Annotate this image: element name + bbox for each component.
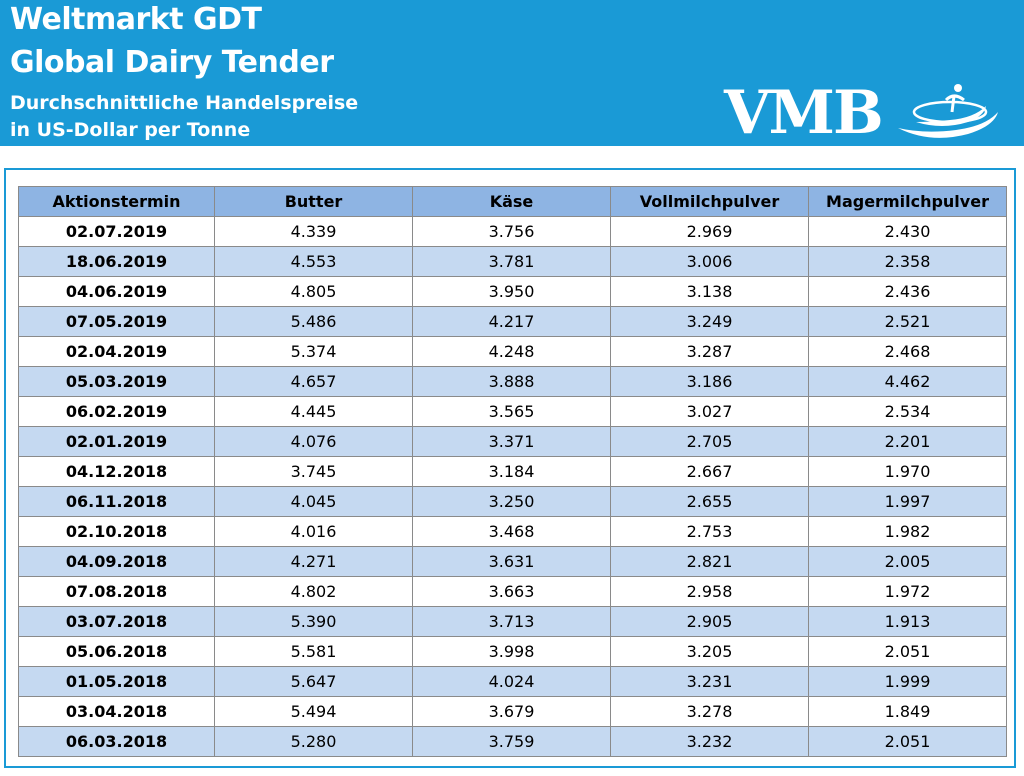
- magermilchpulver-cell: 1.999: [809, 667, 1007, 697]
- date-cell: 07.05.2019: [19, 307, 215, 337]
- magermilchpulver-cell: 1.997: [809, 487, 1007, 517]
- butter-cell: 5.486: [215, 307, 413, 337]
- kaese-cell: 3.631: [413, 547, 611, 577]
- butter-cell: 5.390: [215, 607, 413, 637]
- table-row: [19, 307, 1007, 337]
- date-cell: 06.02.2019: [19, 397, 215, 427]
- kaese-cell: 3.759: [413, 727, 611, 757]
- kaese-cell: 4.217: [413, 307, 611, 337]
- date-cell: 04.06.2019: [19, 277, 215, 307]
- vollmilchpulver-cell: 3.006: [611, 247, 809, 277]
- table-row: [19, 337, 1007, 367]
- butter-cell: 4.076: [215, 427, 413, 457]
- date-cell: 02.10.2018: [19, 517, 215, 547]
- table-row: [19, 667, 1007, 697]
- magermilchpulver-cell: 2.005: [809, 547, 1007, 577]
- butter-cell: 5.280: [215, 727, 413, 757]
- kaese-cell: 3.998: [413, 637, 611, 667]
- table-row: [19, 217, 1007, 247]
- table-row: [19, 367, 1007, 397]
- butter-cell: 4.553: [215, 247, 413, 277]
- magermilchpulver-cell: 2.436: [809, 277, 1007, 307]
- vollmilchpulver-cell: 2.969: [611, 217, 809, 247]
- kaese-cell: 3.756: [413, 217, 611, 247]
- date-cell: 05.06.2018: [19, 637, 215, 667]
- vollmilchpulver-cell: 3.205: [611, 637, 809, 667]
- date-cell: 07.08.2018: [19, 577, 215, 607]
- date-cell: 06.11.2018: [19, 487, 215, 517]
- date-cell: 03.04.2018: [19, 697, 215, 727]
- table-row: [19, 517, 1007, 547]
- vollmilchpulver-cell: 3.138: [611, 277, 809, 307]
- magermilchpulver-cell: 4.462: [809, 367, 1007, 397]
- swirl-logo-icon: [890, 78, 1010, 148]
- kaese-cell: 3.184: [413, 457, 611, 487]
- table-row: [19, 577, 1007, 607]
- date-cell: 05.03.2019: [19, 367, 215, 397]
- magermilchpulver-cell: 1.972: [809, 577, 1007, 607]
- kaese-cell: 3.250: [413, 487, 611, 517]
- table-row: [19, 487, 1007, 517]
- magermilchpulver-cell: 2.468: [809, 337, 1007, 367]
- vollmilchpulver-cell: 3.249: [611, 307, 809, 337]
- logo-text: VMB: [724, 78, 882, 148]
- date-cell: 01.05.2018: [19, 667, 215, 697]
- page-title: Weltmarkt GDT: [10, 2, 262, 37]
- table-row: [19, 637, 1007, 667]
- vollmilchpulver-cell: 3.027: [611, 397, 809, 427]
- page-subtitle: Global Dairy Tender: [10, 45, 334, 80]
- date-cell: 18.06.2019: [19, 247, 215, 277]
- date-cell: 02.01.2019: [19, 427, 215, 457]
- butter-cell: 4.045: [215, 487, 413, 517]
- magermilchpulver-cell: 1.913: [809, 607, 1007, 637]
- price-table: [18, 186, 1007, 757]
- vollmilchpulver-cell: 3.186: [611, 367, 809, 397]
- table-body: [19, 217, 1007, 757]
- kaese-cell: 3.713: [413, 607, 611, 637]
- butter-cell: 4.657: [215, 367, 413, 397]
- magermilchpulver-cell: 2.051: [809, 727, 1007, 757]
- header-banner: [0, 0, 1024, 146]
- kaese-cell: 3.679: [413, 697, 611, 727]
- table-row: [19, 727, 1007, 757]
- butter-cell: 5.494: [215, 697, 413, 727]
- table-row: [19, 247, 1007, 277]
- table-row: [19, 277, 1007, 307]
- vollmilchpulver-cell: 3.287: [611, 337, 809, 367]
- magermilchpulver-cell: 2.521: [809, 307, 1007, 337]
- table-row: [19, 547, 1007, 577]
- kaese-cell: 3.468: [413, 517, 611, 547]
- kaese-cell: 4.024: [413, 667, 611, 697]
- butter-cell: 5.647: [215, 667, 413, 697]
- date-cell: 03.07.2018: [19, 607, 215, 637]
- column-header-aktionstermin: Aktionstermin: [19, 187, 215, 217]
- kaese-cell: 3.950: [413, 277, 611, 307]
- vollmilchpulver-cell: 3.231: [611, 667, 809, 697]
- description-line-2: in US-Dollar per Tonne: [10, 119, 251, 141]
- column-header-butter: Butter: [215, 187, 413, 217]
- vollmilchpulver-cell: 2.705: [611, 427, 809, 457]
- date-cell: 04.12.2018: [19, 457, 215, 487]
- butter-cell: 4.445: [215, 397, 413, 427]
- butter-cell: 3.745: [215, 457, 413, 487]
- vollmilchpulver-cell: 3.278: [611, 697, 809, 727]
- kaese-cell: 3.663: [413, 577, 611, 607]
- table-row: [19, 607, 1007, 637]
- date-cell: 06.03.2018: [19, 727, 215, 757]
- table-row: [19, 397, 1007, 427]
- vollmilchpulver-cell: 2.655: [611, 487, 809, 517]
- magermilchpulver-cell: 2.051: [809, 637, 1007, 667]
- vollmilchpulver-cell: 2.753: [611, 517, 809, 547]
- table-row: [19, 457, 1007, 487]
- table-header-row: [19, 187, 1007, 217]
- butter-cell: 4.271: [215, 547, 413, 577]
- magermilchpulver-cell: 2.430: [809, 217, 1007, 247]
- vollmilchpulver-cell: 2.958: [611, 577, 809, 607]
- vollmilchpulver-cell: 2.905: [611, 607, 809, 637]
- kaese-cell: 3.888: [413, 367, 611, 397]
- kaese-cell: 3.565: [413, 397, 611, 427]
- magermilchpulver-cell: 1.849: [809, 697, 1007, 727]
- butter-cell: 5.374: [215, 337, 413, 367]
- date-cell: 04.09.2018: [19, 547, 215, 577]
- date-cell: 02.04.2019: [19, 337, 215, 367]
- butter-cell: 4.339: [215, 217, 413, 247]
- date-cell: 02.07.2019: [19, 217, 215, 247]
- table-row: [19, 427, 1007, 457]
- vollmilchpulver-cell: 3.232: [611, 727, 809, 757]
- magermilchpulver-cell: 1.970: [809, 457, 1007, 487]
- magermilchpulver-cell: 1.982: [809, 517, 1007, 547]
- table-row: [19, 697, 1007, 727]
- magermilchpulver-cell: 2.534: [809, 397, 1007, 427]
- kaese-cell: 3.371: [413, 427, 611, 457]
- vmb-logo: [724, 78, 1014, 148]
- column-header-vollmilchpulver: Vollmilchpulver: [611, 187, 809, 217]
- vollmilchpulver-cell: 2.821: [611, 547, 809, 577]
- kaese-cell: 4.248: [413, 337, 611, 367]
- butter-cell: 5.581: [215, 637, 413, 667]
- magermilchpulver-cell: 2.201: [809, 427, 1007, 457]
- butter-cell: 4.805: [215, 277, 413, 307]
- vollmilchpulver-cell: 2.667: [611, 457, 809, 487]
- column-header-kaese: Käse: [413, 187, 611, 217]
- magermilchpulver-cell: 2.358: [809, 247, 1007, 277]
- description-line-1: Durchschnittliche Handelspreise: [10, 92, 359, 114]
- butter-cell: 4.802: [215, 577, 413, 607]
- column-header-magermilchpulver: Magermilchpulver: [809, 187, 1007, 217]
- kaese-cell: 3.781: [413, 247, 611, 277]
- butter-cell: 4.016: [215, 517, 413, 547]
